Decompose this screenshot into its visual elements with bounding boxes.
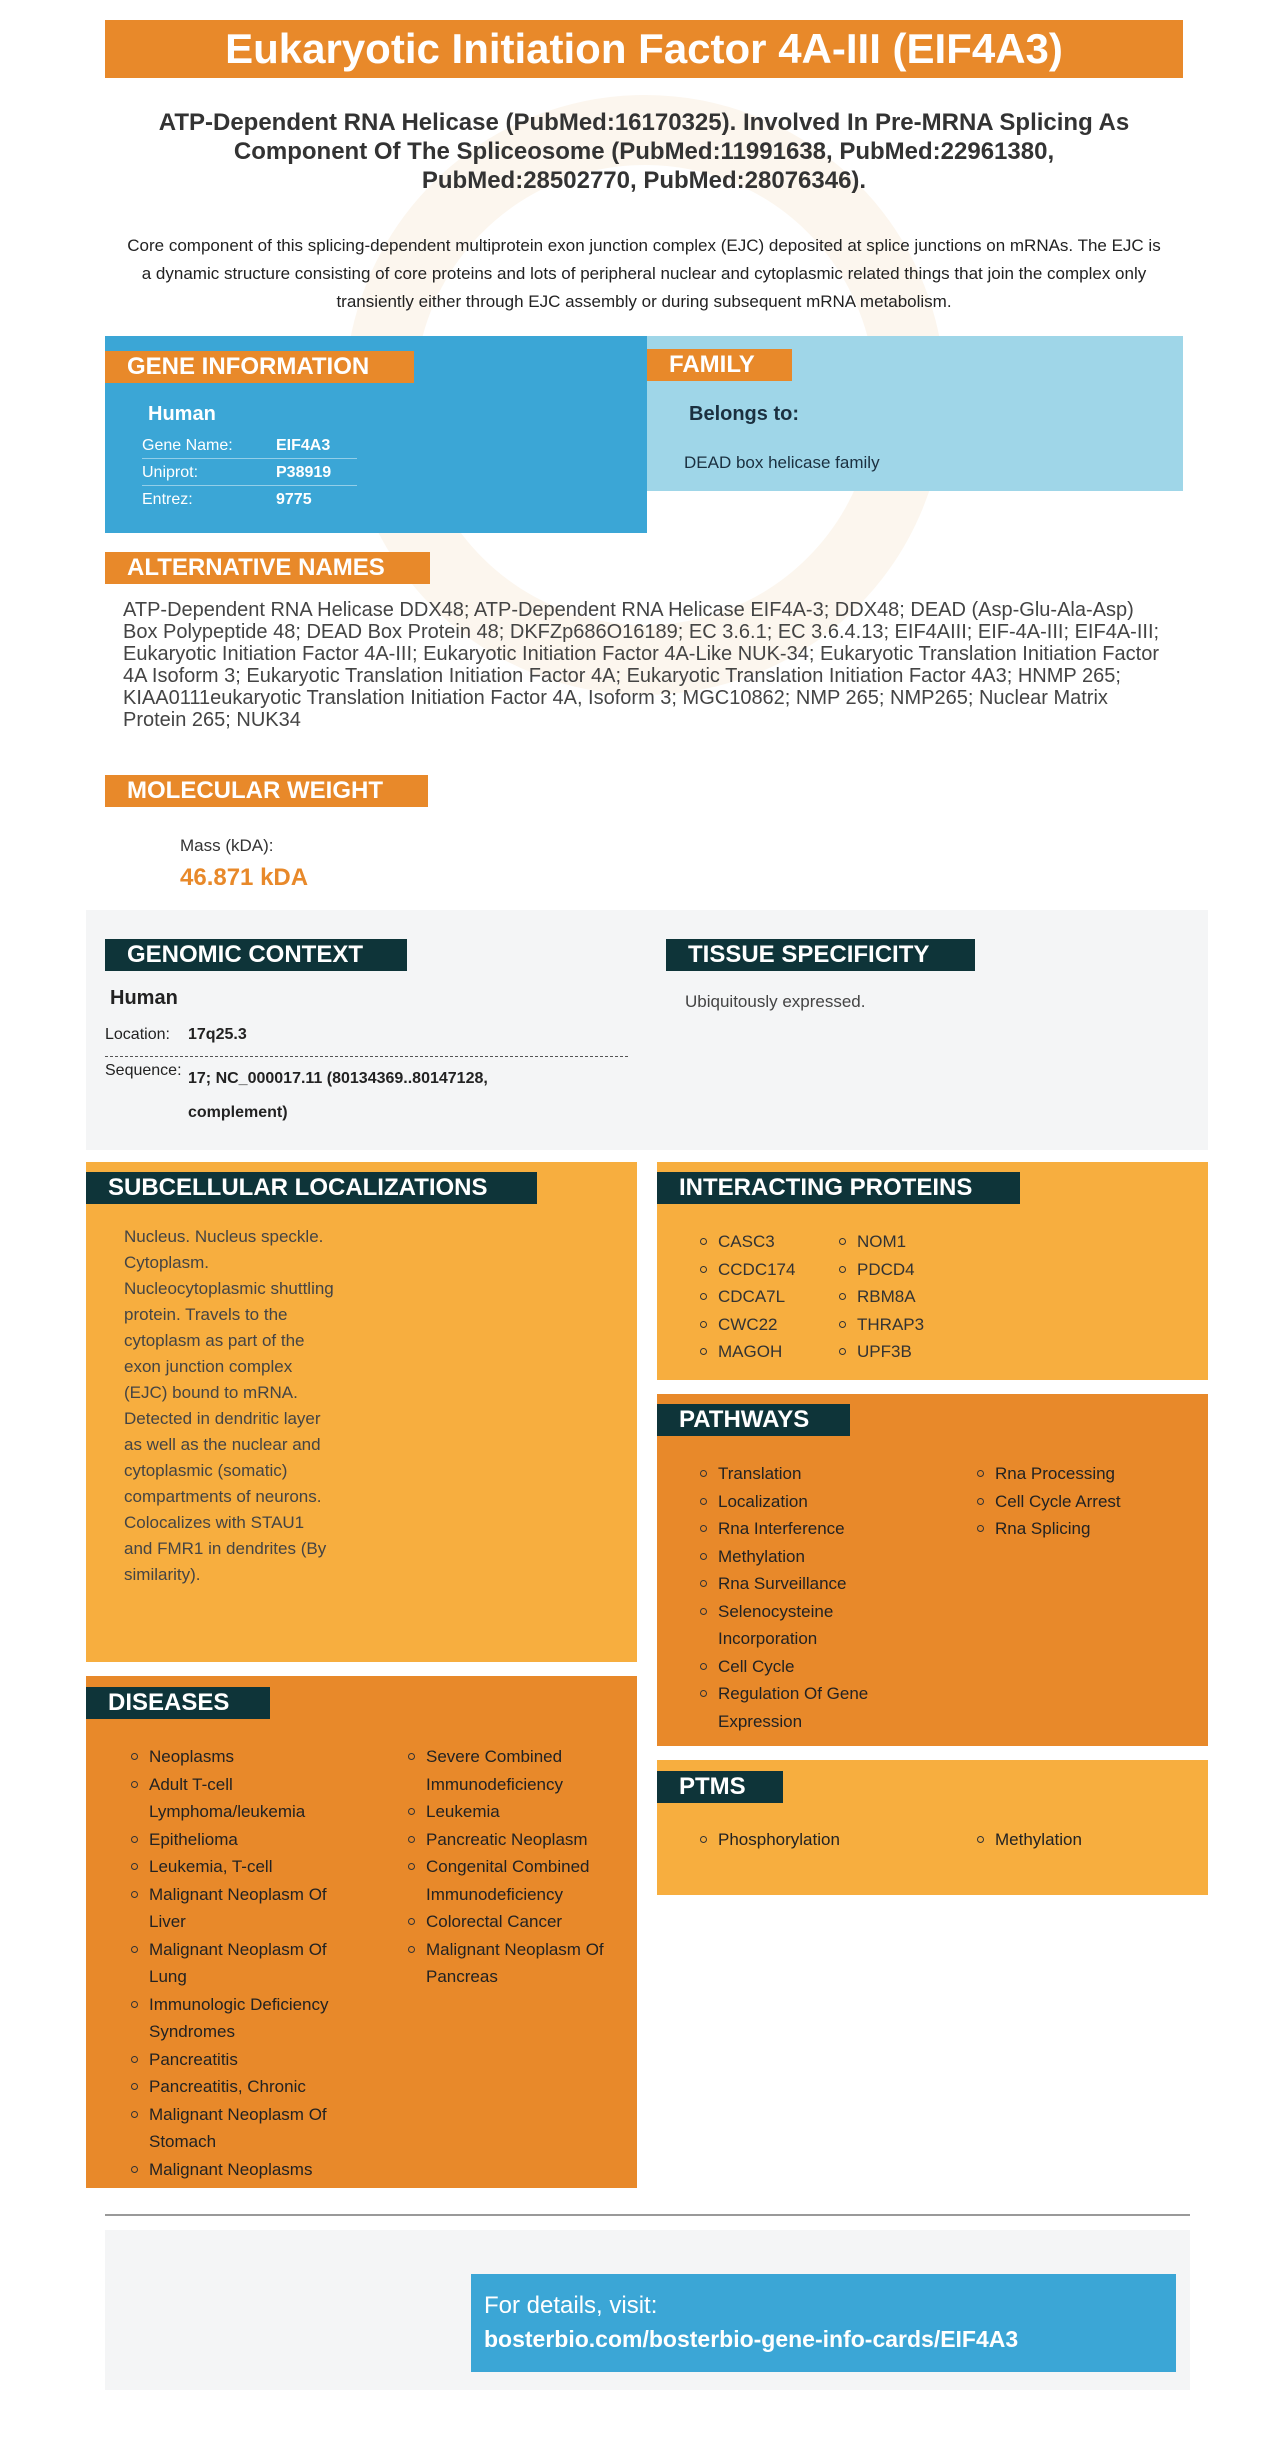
list-item: CDCA7L: [698, 1283, 795, 1311]
list-item: CCDC174: [698, 1256, 795, 1284]
list-item: Neoplasms: [129, 1743, 344, 1771]
pathways-list: [698, 1460, 898, 1735]
sequence-value: 17; NC_000017.11 (80134369..80147128, complement): [188, 1070, 488, 1121]
sequence-label: Sequence:: [105, 1062, 182, 1079]
list-item: Malignant Neoplasm Of Stomach: [129, 2101, 344, 2156]
gene-row: [142, 459, 357, 486]
list-item: Malignant Neoplasm Of Pancreas: [406, 1936, 631, 1991]
gene-information-heading: GENE INFORMATION: [105, 351, 414, 383]
list-item: PDCD4: [837, 1256, 924, 1284]
interacting-proteins-list: [837, 1228, 924, 1366]
list-item: Pancreatitis, Chronic: [129, 2073, 344, 2101]
alternative-names-text: ATP-Dependent RNA Helicase DDX48; ATP-Dependent RNA Helicase EIF4A-3; DDX48; DEAD (Asp-Glu-Ala-Asp) Box Polypeptide 48; DEAD Box Protein 48; DKFZp686O16189; EC 3.6.1; EC 3.6.4.13; EIF4AIII; EIF-4A-III; EIF4A-III; Eukaryotic Initiation Factor 4A-III; Eukaryotic Initiation Factor 4A-Like NUK-34; Eukaryotic Translation Initiation Factor 4A Isoform 3; Eukaryotic Translation Initiation Factor 4A; Eukaryotic Translation Initiation Factor 4A3; HNMP 265; KIAA0111eukaryotic Translation Initiation Factor 4A, Isoform 3; MGC10862; NMP 265; NMP265; Nuclear Matrix Protein 265; NUK34: [123, 599, 1160, 731]
gene-row: [142, 486, 357, 513]
pathways-list: [975, 1460, 1175, 1543]
list-item: Malignant Neoplasm Of Lung: [129, 1936, 344, 1991]
list-item: Immunologic Deficiency Syndromes: [129, 1991, 344, 2046]
list-item: Colorectal Cancer: [406, 1908, 631, 1936]
subcellular-heading: SUBCELLULAR LOCALIZATIONS: [86, 1172, 537, 1204]
family-heading: FAMILY: [647, 349, 792, 381]
interacting-proteins-heading: INTERACTING PROTEINS: [657, 1172, 1020, 1204]
gene-row: [142, 432, 357, 459]
list-item: RBM8A: [837, 1283, 924, 1311]
list-item: Pancreatic Neoplasm: [406, 1826, 631, 1854]
list-item: Regulation Of Gene Expression: [698, 1680, 898, 1735]
gene-row-label: Gene Name:: [142, 437, 233, 454]
location-label: Location:: [105, 1026, 170, 1043]
list-item: NOM1: [837, 1228, 924, 1256]
list-item: Malignant Neoplasms: [129, 2156, 344, 2184]
gene-row-label: Entrez:: [142, 491, 193, 508]
gene-info-table: [142, 432, 357, 513]
list-item: Severe Combined Immunodeficiency: [406, 1743, 631, 1798]
diseases-list: [406, 1743, 631, 1991]
mass-label: Mass (kDA):: [180, 836, 274, 855]
description-text: Core component of this splicing-dependent multiprotein exon junction complex (EJC) deposited at splice junctions on mRNAs. The EJC is a dynamic structure consisting of core proteins and lots of peripheral nuclear and cytoplasmic related things that join the complex only transiently either through EJC assembly or during subsequent mRNA metabolism.: [127, 236, 1161, 311]
interacting-proteins-list: [698, 1228, 795, 1366]
list-item: Adult T-cell Lymphoma/leukemia: [129, 1771, 344, 1826]
footer-divider: [105, 2214, 1190, 2216]
list-item: Epithelioma: [129, 1826, 344, 1854]
list-item: MAGOH: [698, 1338, 795, 1366]
divider: [105, 1056, 628, 1057]
list-item: Malignant Neoplasm Of Liver: [129, 1881, 344, 1936]
list-item: Rna Interference: [698, 1515, 898, 1543]
ptms-heading: PTMS: [657, 1771, 783, 1803]
details-label: For details, visit:: [484, 2292, 658, 2319]
diseases-heading: DISEASES: [86, 1687, 270, 1719]
family-value: DEAD box helicase family: [684, 453, 880, 472]
list-item: Leukemia, T-cell: [129, 1853, 344, 1881]
list-item: Rna Splicing: [975, 1515, 1175, 1543]
tissue-specificity-text: Ubiquitously expressed.: [685, 992, 866, 1011]
diseases-list: [129, 1743, 344, 2183]
list-item: Cell Cycle: [698, 1653, 898, 1681]
list-item: Localization: [698, 1488, 898, 1516]
gene-row-label: Uniprot:: [142, 464, 199, 481]
page-title: Eukaryotic Initiation Factor 4A-III (EIF4A3): [105, 20, 1183, 78]
genomic-species: Human: [110, 987, 178, 1009]
molecular-weight-heading: MOLECULAR WEIGHT: [105, 775, 428, 807]
family-belongs-label: Belongs to:: [689, 403, 799, 425]
list-item: Pancreatitis: [129, 2046, 344, 2074]
list-item: CASC3: [698, 1228, 795, 1256]
list-item: Rna Processing: [975, 1460, 1175, 1488]
tissue-specificity-heading: TISSUE SPECIFICITY: [666, 939, 975, 971]
list-item: UPF3B: [837, 1338, 924, 1366]
gene-species: Human: [148, 403, 216, 425]
list-item: Translation: [698, 1460, 898, 1488]
gene-row-value: 9775: [276, 491, 312, 508]
ptms-list: [975, 1826, 1175, 1854]
location-value: 17q25.3: [188, 1026, 247, 1043]
alternative-names-heading: ALTERNATIVE NAMES: [105, 552, 430, 584]
list-item: Congenital Combined Immunodeficiency: [406, 1853, 631, 1908]
list-item: Methylation: [975, 1826, 1175, 1854]
list-item: Leukemia: [406, 1798, 631, 1826]
details-url-link[interactable]: bosterbio.com/bosterbio-gene-info-cards/EIF4A3: [484, 2326, 1019, 2352]
mass-value: 46.871 kDA: [180, 864, 309, 891]
ptms-list: [698, 1826, 898, 1854]
pathways-heading: PATHWAYS: [657, 1404, 850, 1436]
details-link-box[interactable]: [471, 2274, 1176, 2372]
list-item: Selenocysteine Incorporation: [698, 1598, 898, 1653]
gene-row-value: P38919: [276, 464, 332, 481]
list-item: Cell Cycle Arrest: [975, 1488, 1175, 1516]
list-item: CWC22: [698, 1311, 795, 1339]
subcellular-text: Nucleus. Nucleus speckle. Cytoplasm. Nucleocytoplasmic shuttling protein. Travels to the cytoplasm as part of the exon junction complex (EJC) bound to mRNA. Detected in dendritic layer as well as the nuclear and cytoplasmic (somatic) compartments of neurons. Colocalizes with STAU1 and FMR1 in dendrites (By similarity).: [124, 1227, 334, 1584]
function-summary: ATP-Dependent RNA Helicase (PubMed:16170325). Involved In Pre-MRNA Splicing As Component Of The Spliceosome (PubMed:11991638, PubMed:22961380, PubMed:28502770, PubMed:28076346).: [158, 109, 1130, 194]
list-item: THRAP3: [837, 1311, 924, 1339]
gene-row-value: EIF4A3: [276, 437, 331, 454]
list-item: Methylation: [698, 1543, 898, 1571]
list-item: Phosphorylation: [698, 1826, 898, 1854]
list-item: Rna Surveillance: [698, 1570, 898, 1598]
genomic-context-heading: GENOMIC CONTEXT: [105, 939, 407, 971]
